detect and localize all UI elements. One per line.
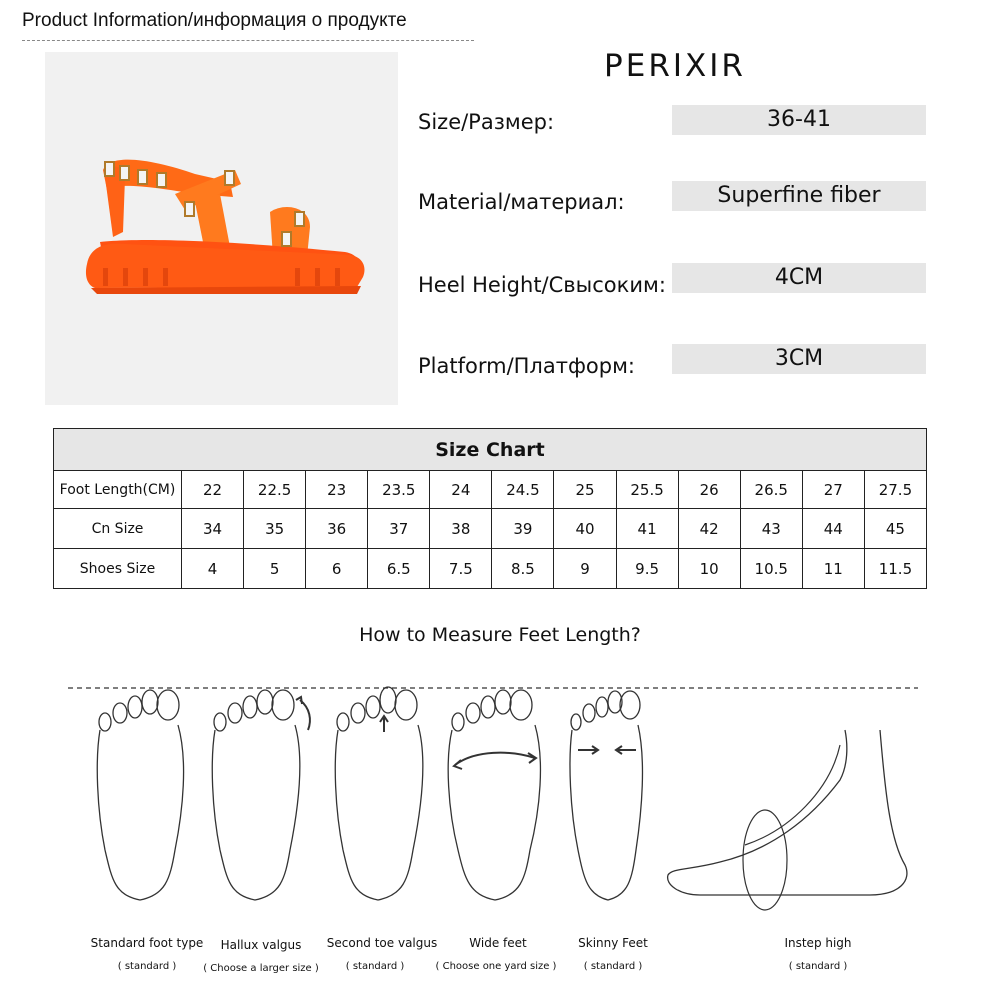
table-cell: 10	[678, 549, 740, 589]
table-cell: 44	[802, 509, 864, 549]
table-cell: 35	[244, 509, 306, 549]
spec-heel-value: 4CM	[672, 263, 926, 293]
table-cell: 22.5	[244, 471, 306, 509]
table-cell: 6	[306, 549, 368, 589]
table-row	[54, 549, 927, 589]
spec-platform-value: 3CM	[672, 344, 926, 374]
foot-note-standard: ( standard )	[117, 961, 177, 972]
table-cell: 8.5	[492, 549, 554, 589]
table-cell: 9	[554, 549, 616, 589]
foot-label-second-toe: Second toe valgus	[326, 936, 438, 950]
spec-material-value: Superfine fiber	[672, 181, 926, 211]
table-cell: 26.5	[740, 471, 802, 509]
table-cell: 34	[182, 509, 244, 549]
table-cell: 37	[368, 509, 430, 549]
table-cell: 10.5	[740, 549, 802, 589]
brand-name: PERIXIR	[604, 48, 746, 84]
foot-label-skinny: Skinny Feet	[578, 936, 648, 950]
table-cell: 25.5	[616, 471, 678, 509]
table-cell: 7.5	[430, 549, 492, 589]
table-cell: 41	[616, 509, 678, 549]
row-header: Shoes Size	[54, 549, 182, 589]
table-cell: 24	[430, 471, 492, 509]
table-cell: 24.5	[492, 471, 554, 509]
table-cell: 23	[306, 471, 368, 509]
foot-label-wide: Wide feet	[469, 936, 527, 950]
foot-note-second-toe: ( standard )	[345, 961, 405, 972]
table-cell: 11	[802, 549, 864, 589]
table-cell: 39	[492, 509, 554, 549]
table-cell: 40	[554, 509, 616, 549]
header-divider	[22, 40, 474, 41]
spec-platform-label: Platform/Платформ:	[418, 354, 636, 378]
table-cell: 26	[678, 471, 740, 509]
table-cell: 25	[554, 471, 616, 509]
page-header-title: Product Information/информация о продукте	[22, 10, 407, 31]
foot-note-instep: ( standard )	[788, 961, 848, 972]
table-cell: 11.5	[864, 549, 926, 589]
foot-standard-outline	[97, 690, 183, 900]
table-cell: 23.5	[368, 471, 430, 509]
foot-note-skinny: ( standard )	[583, 961, 643, 972]
table-cell: 43	[740, 509, 802, 549]
measure-title: How to Measure Feet Length?	[359, 624, 641, 646]
foot-hallux-outline	[212, 690, 310, 900]
table-cell: 4	[182, 549, 244, 589]
row-header: Cn Size	[54, 509, 182, 549]
table-cell: 36	[306, 509, 368, 549]
table-cell: 45	[864, 509, 926, 549]
size-chart-title: Size Chart	[54, 429, 927, 471]
table-cell: 42	[678, 509, 740, 549]
foot-instep-outline	[668, 730, 907, 910]
foot-outlines	[0, 670, 1000, 940]
size-chart-table	[53, 428, 927, 589]
table-row	[54, 471, 927, 509]
spec-material-label: Material/материал:	[418, 190, 625, 214]
foot-label-hallux: Hallux valgus	[220, 938, 302, 952]
table-cell: 27	[802, 471, 864, 509]
table-cell: 9.5	[616, 549, 678, 589]
table-cell: 22	[182, 471, 244, 509]
table-row	[54, 509, 927, 549]
foot-types-illustration	[0, 670, 1000, 940]
spec-size-label: Size/Размер:	[418, 110, 555, 134]
row-header: Foot Length(CM)	[54, 471, 182, 509]
sandal-image	[45, 52, 398, 405]
foot-note-wide: ( Choose one yard size )	[435, 961, 557, 972]
table-cell: 6.5	[368, 549, 430, 589]
foot-wide-outline	[448, 690, 540, 900]
product-photo	[45, 52, 398, 405]
foot-second-toe-outline	[335, 687, 423, 900]
spec-size-value: 36-41	[672, 105, 926, 135]
foot-label-instep: Instep high	[784, 936, 852, 950]
foot-label-standard: Standard foot type	[90, 936, 204, 950]
table-cell: 5	[244, 549, 306, 589]
table-cell: 38	[430, 509, 492, 549]
foot-note-hallux: ( Choose a larger size )	[203, 963, 319, 974]
foot-skinny-outline	[570, 691, 642, 900]
spec-heel-label: Heel Height/Свысоким:	[418, 273, 666, 297]
table-cell: 27.5	[864, 471, 926, 509]
